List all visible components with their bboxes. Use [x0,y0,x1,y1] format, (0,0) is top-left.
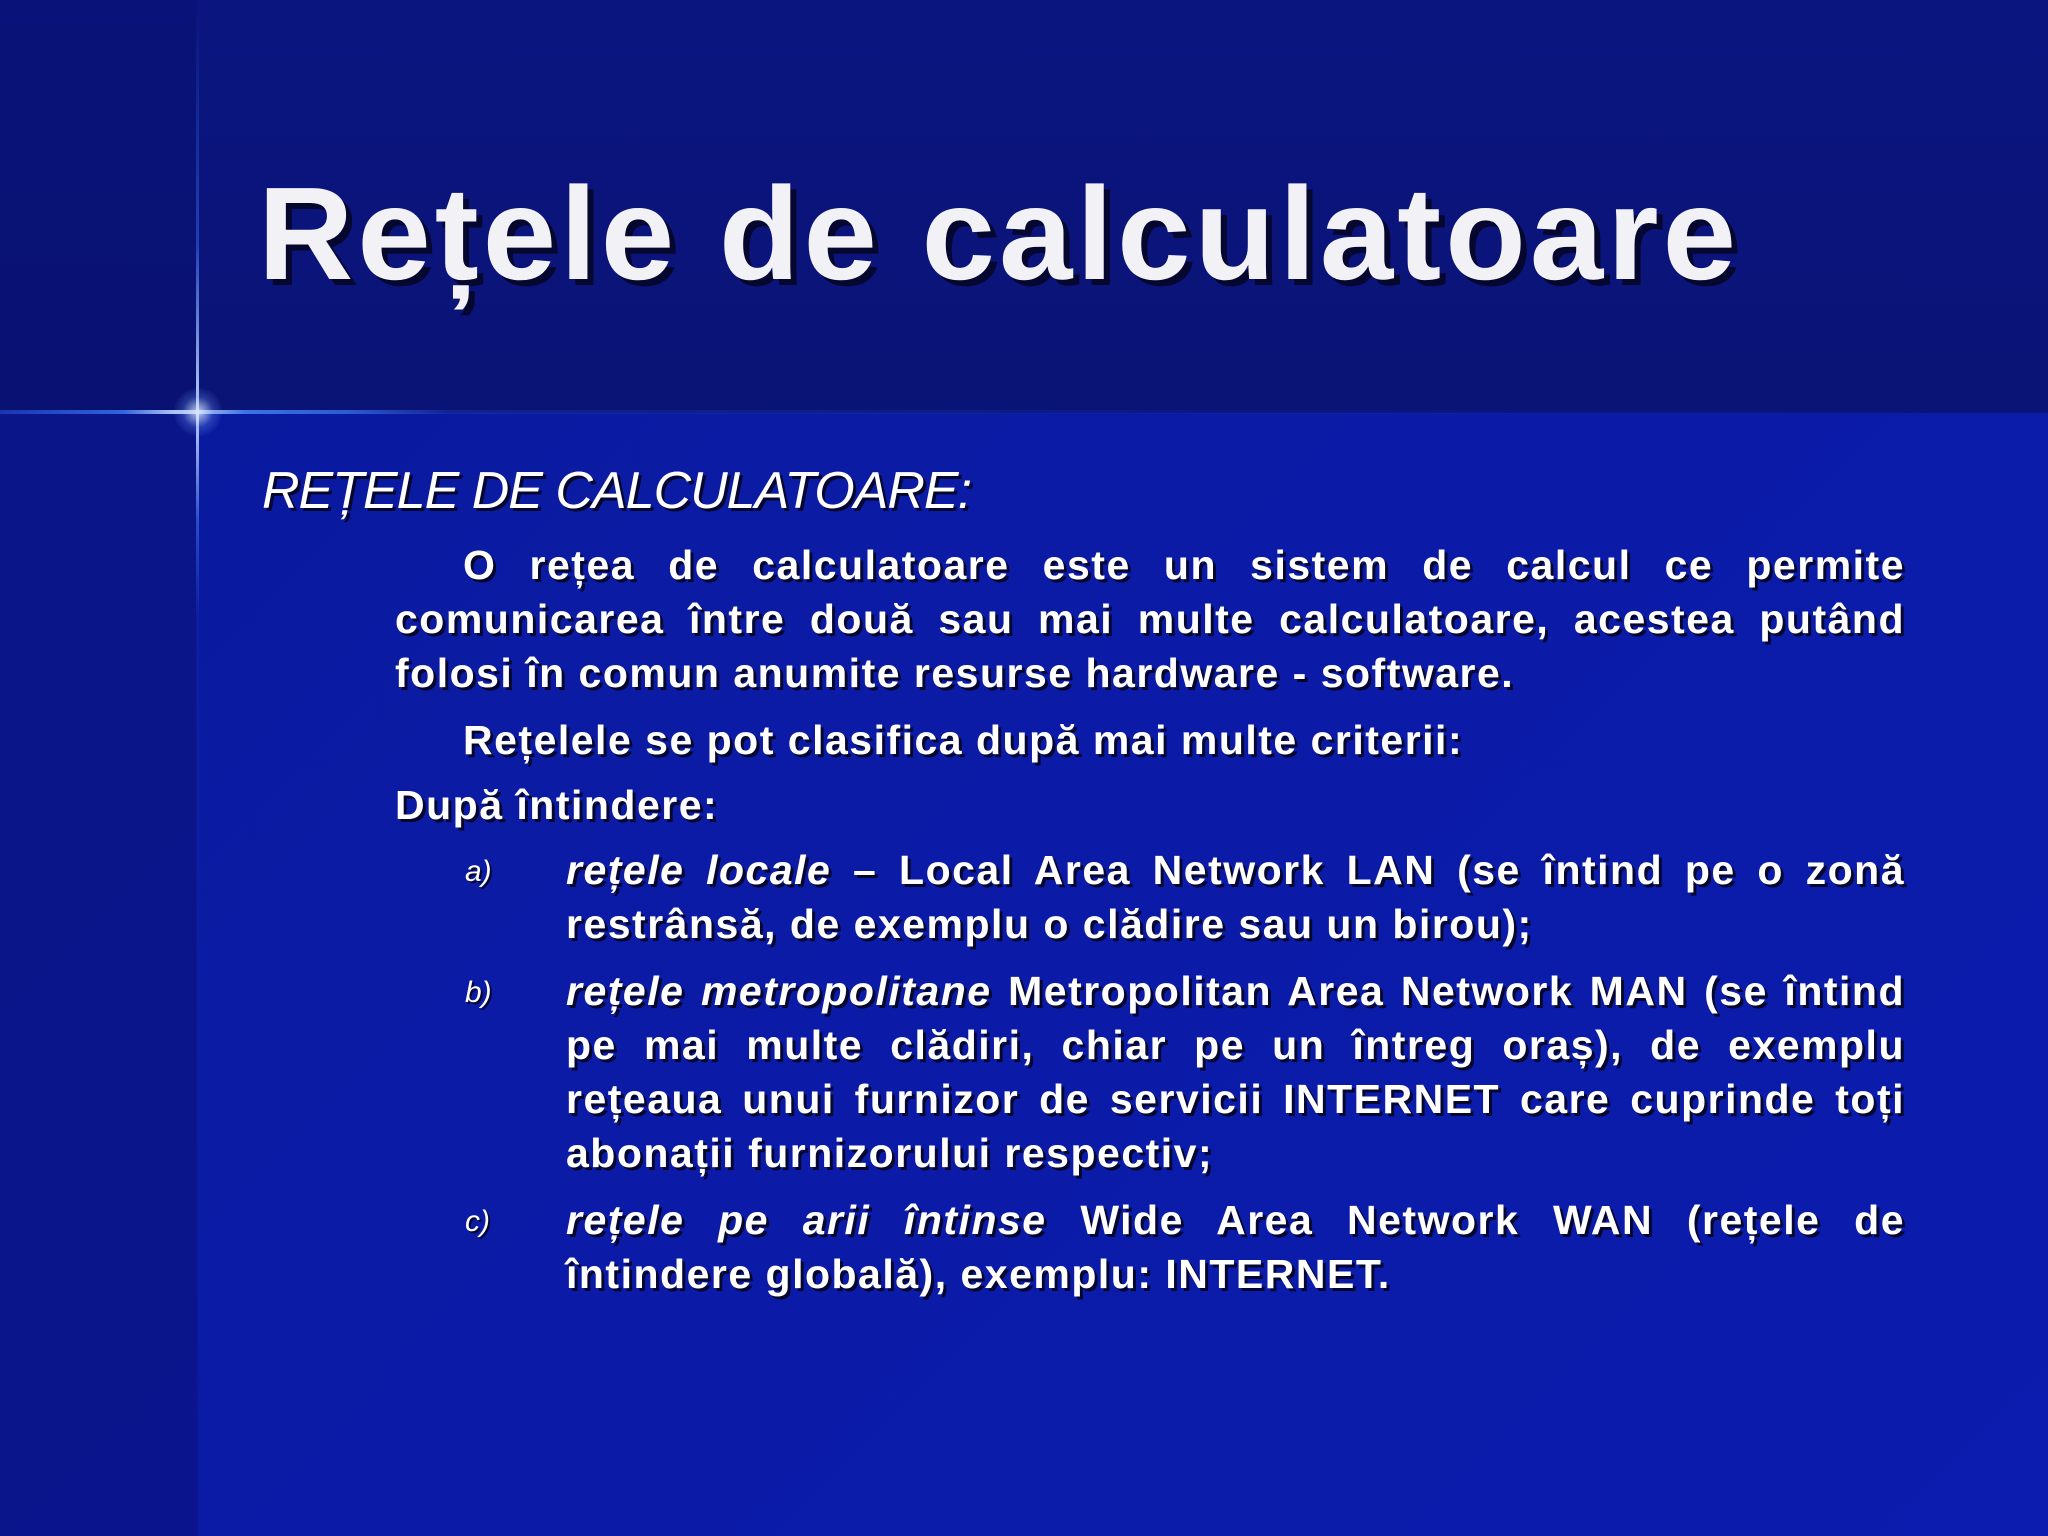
list-item-term: rețele metropolitane [566,968,992,1014]
list-item-description: Wide Area Network WAN (rețele de întindere globală), exemplu: INTERNET. [566,1197,1905,1297]
list-item-description: – Local Area Network LAN (se întind pe o zonă restrânsă, de exemplu o clădire sau un birou); [566,847,1906,947]
list-marker: c) [465,1205,490,1238]
section-heading: REȚELE DE CALCULATOARE: [262,462,972,520]
list-item-term: rețele locale [566,847,832,893]
list-item-term: rețele pe arii întinse [566,1197,1047,1243]
list-marker: a) [465,855,492,888]
vertical-accent-line [196,0,199,1536]
criterion-heading: După întindere: [395,782,719,828]
list-item-text [566,843,1905,951]
cross-glow-decoration [174,388,222,436]
classification-intro: Rețelele se pot clasifica după mai multe criterii: [463,717,1464,763]
left-margin-band [0,0,198,1536]
horizontal-accent-line [0,410,2048,414]
slide-title: Rețele de calculatoare [258,160,1740,307]
list-marker: b) [465,976,492,1009]
list-item-text [566,964,1905,1180]
list-item-text [566,1193,1905,1301]
list-item-description: Metropolitan Area Network MAN (se întind pe mai multe clădiri, chiar pe un întreg oraș), de exemplu rețeaua unui furnizor de servicii INTERNET care cuprinde toți abonații furnizorului respectiv; [566,968,1905,1176]
definition-paragraph: O rețea de calculatoare este un sistem de calcul ce permite comunicarea între două sau mai multe calculatoare, acestea putând folosi în comun anumite resurse hardware - software. [395,542,1905,696]
